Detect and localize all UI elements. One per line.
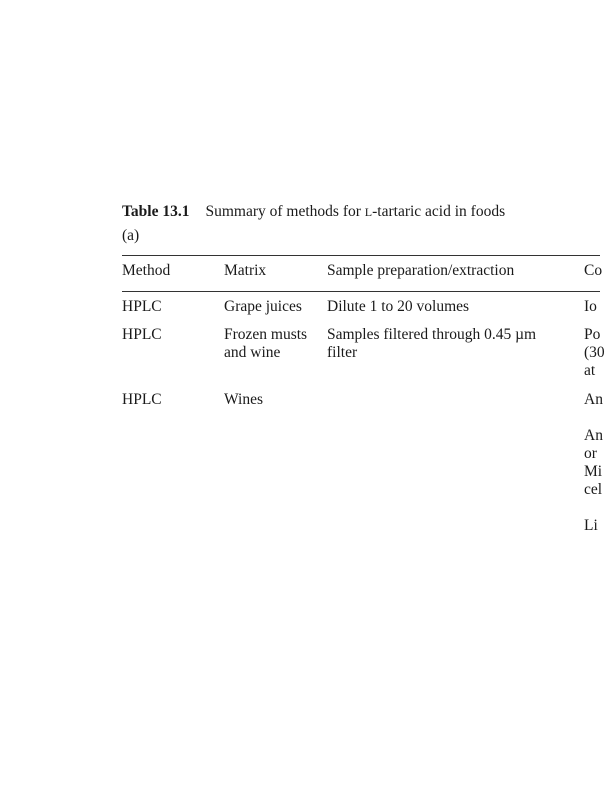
row1-sample-prep: Dilute 1 to 20 volumes — [327, 298, 470, 315]
row2-sample-prep-line1: Samples filtered through 0.45 µm — [327, 326, 537, 343]
row3-matrix: Wines — [224, 391, 263, 408]
row1-matrix: Grape juices — [224, 298, 302, 315]
caption-text-after: -tartaric acid in foods — [372, 203, 506, 220]
row2-clipped-line2: (30 — [584, 344, 605, 361]
table-caption — [122, 203, 505, 221]
row3-method: HPLC — [122, 391, 162, 408]
row3-clipped-line3: An — [584, 427, 603, 444]
row1-clipped: Io — [584, 298, 597, 315]
row2-clipped-line1: Po — [584, 326, 601, 343]
row2-sample-prep-line2: filter — [327, 344, 358, 361]
row3-clipped-line8: Li — [584, 517, 598, 534]
table-number: Table 13.1 — [122, 203, 190, 220]
row3-clipped-line6: cel — [584, 481, 603, 498]
table-subcaption: (a) — [122, 227, 140, 244]
header-matrix: Matrix — [224, 262, 267, 279]
row3-clipped-line1: An — [584, 391, 603, 408]
header-method: Method — [122, 262, 171, 279]
row2-matrix-line1: Frozen musts — [224, 326, 308, 343]
row3-clipped-line4: or — [584, 445, 597, 462]
header-clipped: Co — [584, 262, 603, 279]
header-sample-prep: Sample preparation/extraction — [327, 262, 515, 279]
row2-method: HPLC — [122, 326, 162, 343]
row2-clipped-line3: at — [584, 362, 596, 379]
caption-text-before: Summary of methods for — [205, 203, 365, 220]
table-header-rule — [122, 291, 600, 292]
row1-method: HPLC — [122, 298, 162, 315]
caption-small-caps: L — [364, 205, 373, 219]
row3-clipped-line5: Mi — [584, 463, 603, 480]
row2-matrix-line2: and wine — [224, 344, 281, 361]
table-top-rule — [122, 255, 600, 256]
